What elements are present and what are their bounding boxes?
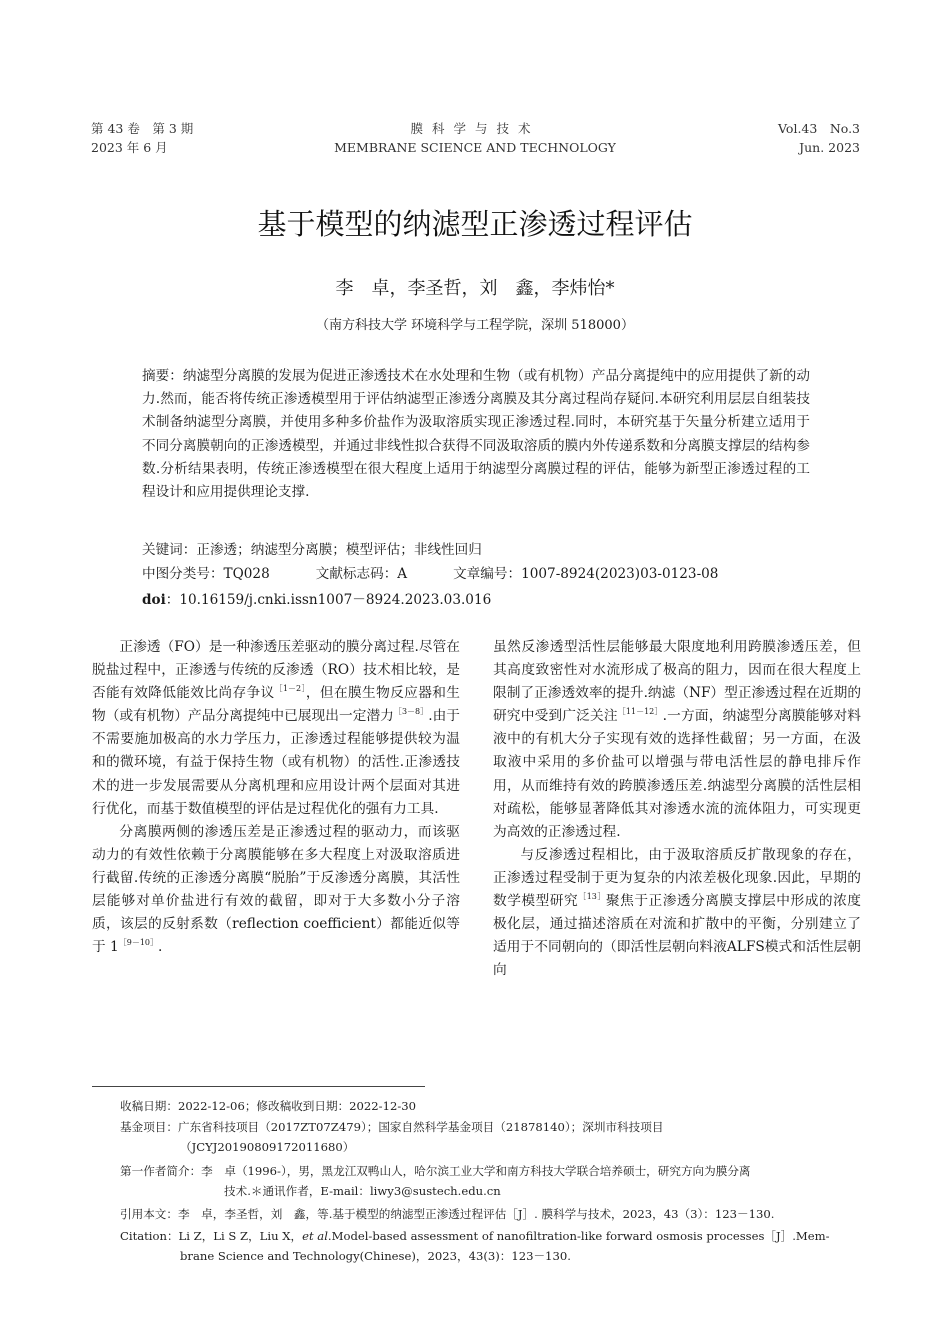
paper-title: 基于模型的纳滤型正渗透过程评估 [257, 207, 693, 241]
paragraph [92, 636, 460, 821]
text-run: 聚焦于正渗透分离膜支撑层中形成的浓度极化层，通过描述溶质在对流和扩散中的平衡，分别建立了适用于不同朝向的（即活性层朝向料液ALFS模式和活性层朝向 [493, 893, 861, 979]
abstract: 摘要：纳滤型分离膜的发展为促进正渗透技术在水处理和生物（或有机物）产品分离提纯中的应用提供了新的动力.然而，能否将传统正渗透模型用于评估纳滤型正渗透分离膜及其分离过程尚存疑问.本研究利用层层自组装技术制备纳滤型分离膜，并使用多种多价盐作为汲取溶质实现正渗透过程.同时，本研究基于矢量分析建立适用于不同分离膜朝向的正渗透模型，并通过非线性拟合获得不同汲取溶质的膜内外传递系数和分离膜支撑层的结构参数.分析结果表明，传统正渗透模型在很大程度上适用于纳滤型分离膜过程的评估，能够为新型正渗透过程的工程设计和应用提供理论支撑. [142, 368, 810, 501]
body-column-right [493, 636, 861, 982]
doi-link[interactable]: ：10.16159/j.cnki.issn1007－8924.2023.03.016 [165, 592, 492, 608]
author-bio-line: 第一作者简介：李 卓（1996-），男，黑龙江双鸭山人，哈尔滨工业大学和南方科技大学联合培养硕士，研究方向为膜分离 [120, 1164, 751, 1178]
header-date-en: Jun. 2023 [799, 140, 860, 155]
footnote-dates: 收稿日期：2022-12-06；修改稿收到日期：2022-12-30 [120, 1099, 417, 1113]
citation-ref[interactable]: ［11－12］ [617, 707, 663, 717]
text-run: .一方面，纳滤型分离膜能够对料液中的有机大分子实现有效的选择性截留；另一方面，在汲取液中采用的多价盐可以增强与带电活性层的静电排斥作用，从而维持有效的跨膜渗透压差.纳滤型分离膜的活性层相对疏松，能够显著降低其对渗透水流的流体阻力，可实现更为高效的正渗透过程. [493, 708, 861, 840]
text-run: 分离膜两侧的渗透压差是正渗透过程的驱动力，而该驱动力的有效性依赖于分离膜能够在多大程度上对汲取溶质进行截留.传统的正渗透分离膜“脱胎”于反渗透分离膜，其活性层能够对单价盐进行有效的截留，即对于大多数小分子溶质，该层的反射系数（reflection coefficient）都能近似等于 1 [92, 823, 460, 956]
paragraph [493, 844, 861, 983]
journal-name-en: MEMBRANE SCIENCE AND TECHNOLOGY [334, 140, 616, 155]
author-bio-line: 技术.＊通讯作者，E-mail：liwy3@sustech.edu.cn [224, 1184, 501, 1198]
document-code: 文献标志码：A [315, 566, 408, 582]
journal-name-cn: 膜科学与技术 [410, 121, 540, 136]
clc-number: 中图分类号：TQ028 [142, 566, 270, 582]
article-number: 文章编号：1007-8924(2023)03-0123-08 [453, 566, 719, 582]
doi-label: doi [142, 592, 166, 608]
header-vol-en: Vol.43 No.3 [778, 121, 860, 136]
citation-en-line [120, 1226, 860, 1246]
text-run: et al [302, 1229, 328, 1243]
keywords: 关键词：正渗透；纳滤型分离膜；模型评估；非线性回归 [142, 542, 482, 558]
paragraph [92, 821, 460, 960]
text-run: Citation：Li Z，Li S Z，Liu X， [120, 1229, 303, 1243]
doi-line [142, 589, 810, 612]
citation-ref[interactable]: ［3－8］ [393, 707, 429, 717]
affiliation: （南方科技大学 环境科学与工程学院，深圳 518000） [316, 318, 634, 333]
classification-line [142, 563, 810, 586]
text-run: 与反渗透过程相比，由于汲取溶质反扩散现象的存在，正渗透过程受制于更为复杂的内浓差极化现象.因此，早期的数学模型研究 [493, 846, 861, 910]
footnote-citation-en [120, 1226, 860, 1266]
funding-line: （JCYJ20190809172011680） [180, 1140, 355, 1154]
header-vol-no [778, 119, 860, 157]
footnote-citation-cn: 引用本文：李 卓，李圣哲，刘 鑫，等.基于模型的纳滤型正渗透过程评估［J］. 膜科学与技术，2023，43（3）：123－130. [120, 1207, 775, 1221]
text-run: .由于不需要施加极高的水力学压力，正渗透过程能够提供较为温和的微环境，有益于保持生物（或有机物）的活性.正渗透技术的进一步发展需要从分离机理和应用设计两个层面对其进行优化，而基于数值模型的评估是过程优化的强有力工具. [92, 708, 460, 817]
author-list: 李 卓，李圣哲，刘 鑫，李炜怡* [335, 278, 615, 299]
footnote-funding [120, 1117, 860, 1157]
header-volume: 第 43 卷 第 3 期 [91, 121, 194, 136]
text-run: . [158, 939, 163, 956]
text-run: .Model-based assessment of nanofiltration-like forward osmosis processes［J］.Mem- [327, 1229, 830, 1243]
funding-line: 基金项目：广东省科技项目（2017ZT07Z479）；国家自然科学基金项目（21878140）；深圳市科技项目 [120, 1120, 664, 1134]
body-column-left [92, 636, 460, 959]
text-run: ，但在膜生物反应器和生物（或有机物）产品分离提纯中已展现出一定潜力 [92, 685, 460, 725]
footnote-author [120, 1161, 860, 1201]
header-date: 2023 年 6 月 [91, 140, 168, 155]
citation-ref[interactable]: ［9－10］ [118, 938, 159, 948]
footnote-divider [92, 1086, 425, 1087]
text-run: 正渗透（FO）是一种渗透压差驱动的膜分离过程.尽管在脱盐过程中，正渗透与传统的反渗透（RO）技术相比较，是否能有效降低能效比尚存争议 [92, 639, 460, 702]
citation-ref[interactable]: ［13］ [578, 892, 606, 902]
citation-en-line: brane Science and Technology(Chinese)，2023，43(3)：123－130. [180, 1249, 571, 1263]
paragraph [493, 636, 861, 844]
text-run: 虽然反渗透型活性层能够最大限度地利用跨膜渗透压差，但其高度致密性对水流形成了极高的阻力，因而在很大程度上限制了正渗透效率的提升.纳滤（NF）型正渗透过程在近期的研究中受到广泛关注 [493, 639, 862, 725]
citation-ref[interactable]: ［1－2］ [274, 684, 306, 694]
